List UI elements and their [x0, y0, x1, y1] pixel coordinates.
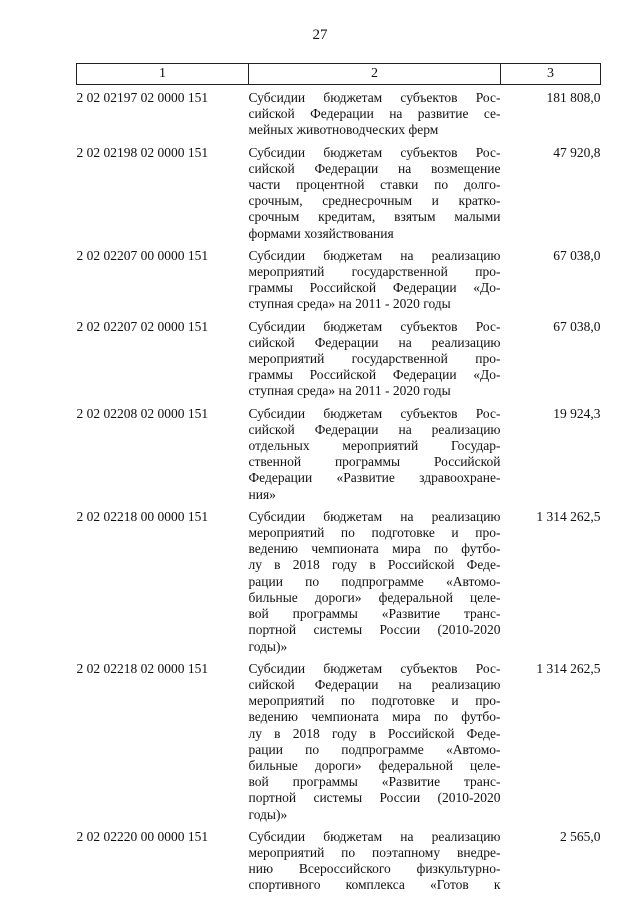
description-line: части процентной ставки по долго-: [248, 177, 501, 193]
table-row: [77, 139, 601, 242]
description-line: спортивного комплекса «Готов к: [248, 877, 501, 893]
description-line: ственной программы Российской: [248, 454, 501, 470]
description-line: срочным, среднесрочным и кратко-: [248, 193, 501, 209]
budget-code: 2 02 02197 02 0000 151: [76, 90, 209, 105]
table-row: [77, 503, 601, 655]
description-line: годы)»: [248, 638, 288, 654]
description-line: ступная среда» на 2011 - 2020 годы: [248, 296, 451, 312]
table-row: [77, 655, 601, 823]
table-header-row: [77, 64, 601, 85]
budget-table: [76, 63, 601, 894]
budget-amount: 1 314 262,5: [536, 508, 601, 524]
description-line: ведению чемпионата мира по футбо-: [248, 541, 501, 557]
description-line: формами хозяйствования: [248, 225, 394, 241]
description-line: бильные дороги» федеральной целе-: [248, 589, 501, 605]
description-line: лу в 2018 году в Российской Феде-: [248, 557, 501, 573]
description-line: ния»: [248, 486, 276, 502]
budget-description: [249, 503, 501, 655]
budget-amount: 47 920,8: [553, 144, 601, 160]
table-row: [77, 313, 601, 400]
description-line: сийской Федерации на развитие се-: [248, 106, 501, 122]
description-line: лу в 2018 году в Российской Феде-: [248, 725, 501, 741]
table-row: [77, 823, 601, 894]
table-row: [77, 85, 601, 139]
description-line: бильные дороги» федеральной целе-: [248, 757, 501, 773]
description-line: отдельных мероприятий Государ-: [248, 438, 501, 454]
description-line: мероприятий по подготовке и про-: [248, 693, 501, 709]
budget-amount: 67 038,0: [553, 318, 601, 334]
description-line: мероприятий государственной про-: [248, 264, 501, 280]
budget-code: 2 02 02198 02 0000 151: [76, 144, 209, 160]
description-line: граммы Российской Федерации «До-: [248, 280, 501, 296]
budget-amount: 2 565,0: [560, 828, 601, 844]
description-line: мероприятий по поэтапному внедре-: [248, 844, 501, 860]
table-row: [77, 400, 601, 503]
description-line: Субсидии бюджетам субъектов Рос-: [248, 90, 501, 105]
description-line: портной системы России (2010-2020: [248, 790, 501, 806]
budget-description: [249, 400, 501, 503]
description-line: Субсидии бюджетам на реализацию: [248, 508, 501, 524]
description-line: Субсидии бюджетам субъектов Рос-: [248, 660, 501, 676]
description-line: рации по подпрограмме «Автомо-: [248, 573, 501, 589]
budget-code: 2 02 02220 00 0000 151: [76, 828, 209, 844]
table-row: [77, 242, 601, 313]
budget-code: 2 02 02218 02 0000 151: [76, 660, 209, 676]
description-line: вой программы «Развитие транс-: [248, 774, 501, 790]
description-line: срочным кредитам, взятым малыми: [248, 209, 501, 225]
description-line: мейных животноводческих ферм: [248, 122, 439, 138]
budget-description: [249, 85, 501, 139]
budget-code: 2 02 02208 02 0000 151: [76, 405, 209, 421]
budget-description: [249, 139, 501, 242]
column-header-amount: 3: [501, 64, 601, 85]
column-header-code: 1: [77, 64, 249, 85]
budget-description: [249, 242, 501, 313]
column-header-description: 2: [249, 64, 501, 85]
budget-description: [249, 313, 501, 400]
page-number: 27: [312, 27, 328, 43]
budget-code: 2 02 02207 00 0000 151: [76, 247, 209, 263]
description-line: портной системы России (2010-2020: [248, 622, 501, 638]
description-line: Субсидии бюджетам субъектов Рос-: [248, 318, 501, 334]
description-line: годы)»: [248, 806, 288, 822]
description-line: мероприятий по подготовке и про-: [248, 525, 501, 541]
budget-description: [249, 823, 501, 894]
description-line: мероприятий государственной про-: [248, 351, 501, 367]
budget-amount: 1 314 262,5: [536, 660, 601, 676]
budget-description: [249, 655, 501, 823]
description-line: граммы Российской Федерации «До-: [248, 367, 501, 383]
description-line: сийской Федерации на реализацию: [248, 334, 501, 350]
description-line: ведению чемпионата мира по футбо-: [248, 709, 501, 725]
budget-amount: 181 808,0: [546, 90, 601, 105]
description-line: рации по подпрограмме «Автомо-: [248, 741, 501, 757]
description-line: Субсидии бюджетам субъектов Рос-: [248, 405, 501, 421]
description-line: Федерации «Развитие здравоохране-: [248, 470, 501, 486]
table-body: [77, 85, 601, 894]
description-line: ступная среда» на 2011 - 2020 годы: [248, 383, 451, 399]
budget-code: 2 02 02218 00 0000 151: [76, 508, 209, 524]
description-line: Субсидии бюджетам на реализацию: [248, 828, 501, 844]
budget-amount: 67 038,0: [553, 247, 601, 263]
description-line: сийской Федерации на реализацию: [248, 676, 501, 692]
description-line: нию Всероссийского физкультурно-: [248, 861, 501, 877]
description-line: Субсидии бюджетам на реализацию: [248, 247, 501, 263]
description-line: сийской Федерации на реализацию: [248, 421, 501, 437]
description-line: сийской Федерации на возмещение: [248, 160, 501, 176]
budget-amount: 19 924,3: [553, 405, 601, 421]
description-line: вой программы «Развитие транс-: [248, 606, 501, 622]
description-line: Субсидии бюджетам субъектов Рос-: [248, 144, 501, 160]
budget-code: 2 02 02207 02 0000 151: [76, 318, 209, 334]
